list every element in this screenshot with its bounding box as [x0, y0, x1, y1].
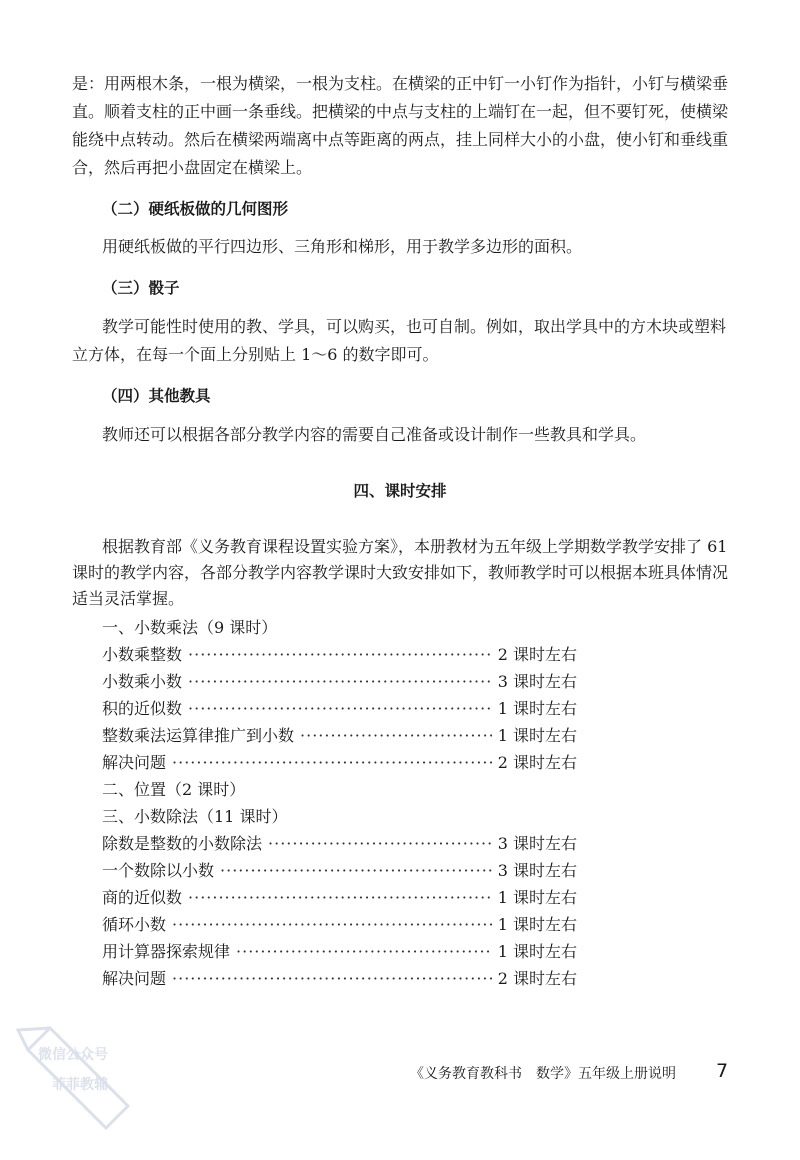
schedule-item-hours: 1 课时左右	[497, 942, 577, 961]
unit-2-title: 二、位置（2 课时）	[102, 780, 246, 799]
section-3-heading: （三）骰子	[102, 279, 180, 297]
part-4-line-3: 适当灵活掌握。	[72, 589, 185, 608]
schedule-row	[102, 832, 577, 856]
leader-dots	[220, 859, 492, 883]
schedule-row	[102, 724, 577, 748]
schedule-item-name: 解决问题	[102, 753, 167, 772]
schedule-row	[102, 967, 577, 991]
leader-dots	[188, 697, 492, 721]
schedule-row	[102, 886, 577, 910]
leader-dots	[236, 940, 492, 964]
schedule-row	[102, 913, 577, 937]
schedule-item-name: 小数乘小数	[102, 672, 183, 691]
leader-dots	[300, 724, 492, 748]
schedule-item-hours: 1 课时左右	[497, 888, 577, 907]
schedule-item-hours: 1 课时左右	[497, 726, 577, 745]
schedule-item-name: 小数乘整数	[102, 645, 183, 664]
schedule-item-hours: 3 课时左右	[497, 672, 577, 691]
schedule-item-hours: 2 课时左右	[497, 969, 577, 988]
schedule-row	[102, 751, 577, 775]
schedule-row	[102, 940, 577, 964]
leader-dots	[188, 670, 492, 694]
schedule-item-hours: 1 课时左右	[497, 699, 577, 718]
schedule-item-name: 一个数除以小数	[102, 861, 215, 880]
part-4-line-2: 课时的教学内容，各部分教学内容教学课时大致安排如下，教师教学时可以根据本班具体情况	[72, 563, 729, 582]
schedule-item-hours: 2 课时左右	[497, 753, 577, 772]
schedule-item-name: 积的近似数	[102, 699, 183, 718]
intro-line-1: 是：用两根木条，一根为横梁，一根为支柱。在横梁的正中钉一小钉作为指针，小钉与横梁垂	[72, 74, 729, 93]
leader-dots	[172, 751, 492, 775]
footer-book-title: 《义务教育教科书 数学》五年级上册说明	[410, 1066, 676, 1082]
schedule-row	[102, 859, 577, 883]
leader-dots	[172, 967, 492, 991]
section-3-line-2: 立方体，在每一个面上分别贴上 1～6 的数字即可。	[72, 345, 439, 364]
unit-3-title: 三、小数除法（11 课时）	[102, 807, 288, 826]
leader-dots	[188, 643, 492, 667]
schedule-item-name: 整数乘法运算律推广到小数	[102, 726, 295, 745]
unit-1-title: 一、小数乘法（9 课时）	[102, 618, 278, 637]
leader-dots	[188, 886, 492, 910]
part-4-title: 四、课时安排	[353, 482, 447, 500]
intro-line-4: 合，然后再把小盘固定在横梁上。	[72, 158, 313, 177]
section-4-text: 教师还可以根据各部分教学内容的需要自己准备或设计制作一些教具和学具。	[102, 425, 647, 444]
watermark-line-1: 微信公众号	[38, 1047, 108, 1063]
schedule-row	[102, 697, 577, 721]
schedule-item-hours: 3 课时左右	[497, 861, 577, 880]
schedule-item-hours: 1 课时左右	[497, 915, 577, 934]
schedule-item-name: 除数是整数的小数除法	[102, 834, 263, 853]
watermark-logo	[10, 1020, 150, 1130]
leader-dots	[268, 832, 492, 856]
schedule-item-name: 循环小数	[102, 915, 167, 934]
schedule-row	[102, 670, 577, 694]
section-2-heading: （二）硬纸板做的几何图形	[102, 200, 289, 218]
intro-line-2: 直。顺着支柱的正中画一条垂线。把横梁的中点与支柱的上端钉在一起，但不要钉死，使横梁	[72, 102, 729, 121]
schedule-row	[102, 643, 577, 667]
schedule-item-name: 用计算器探索规律	[102, 942, 231, 961]
part-4-line-1: 根据教育部《义务教育课程设置实验方案》，本册教材为五年级上学期数学教学安排了 61	[102, 537, 728, 556]
schedule-item-hours: 2 课时左右	[497, 645, 577, 664]
watermark-line-2: 菲菲教辅	[52, 1077, 108, 1093]
page-number: 7	[716, 1060, 729, 1082]
section-4-heading: （四）其他教具	[102, 387, 211, 405]
schedule-item-name: 解决问题	[102, 969, 167, 988]
leader-dots	[172, 913, 492, 937]
section-3-line-1: 教学可能性时使用的教、学具，可以购买，也可自制。例如，取出学具中的方木块或塑料	[102, 317, 727, 336]
intro-line-3: 能绕中点转动。然后在横梁两端离中点等距离的两点，挂上同样大小的小盘，使小钉和垂线重	[72, 130, 729, 149]
schedule-item-name: 商的近似数	[102, 888, 183, 907]
section-2-text: 用硬纸板做的平行四边形、三角形和梯形，用于教学多边形的面积。	[102, 237, 583, 256]
schedule-item-hours: 3 课时左右	[497, 834, 577, 853]
